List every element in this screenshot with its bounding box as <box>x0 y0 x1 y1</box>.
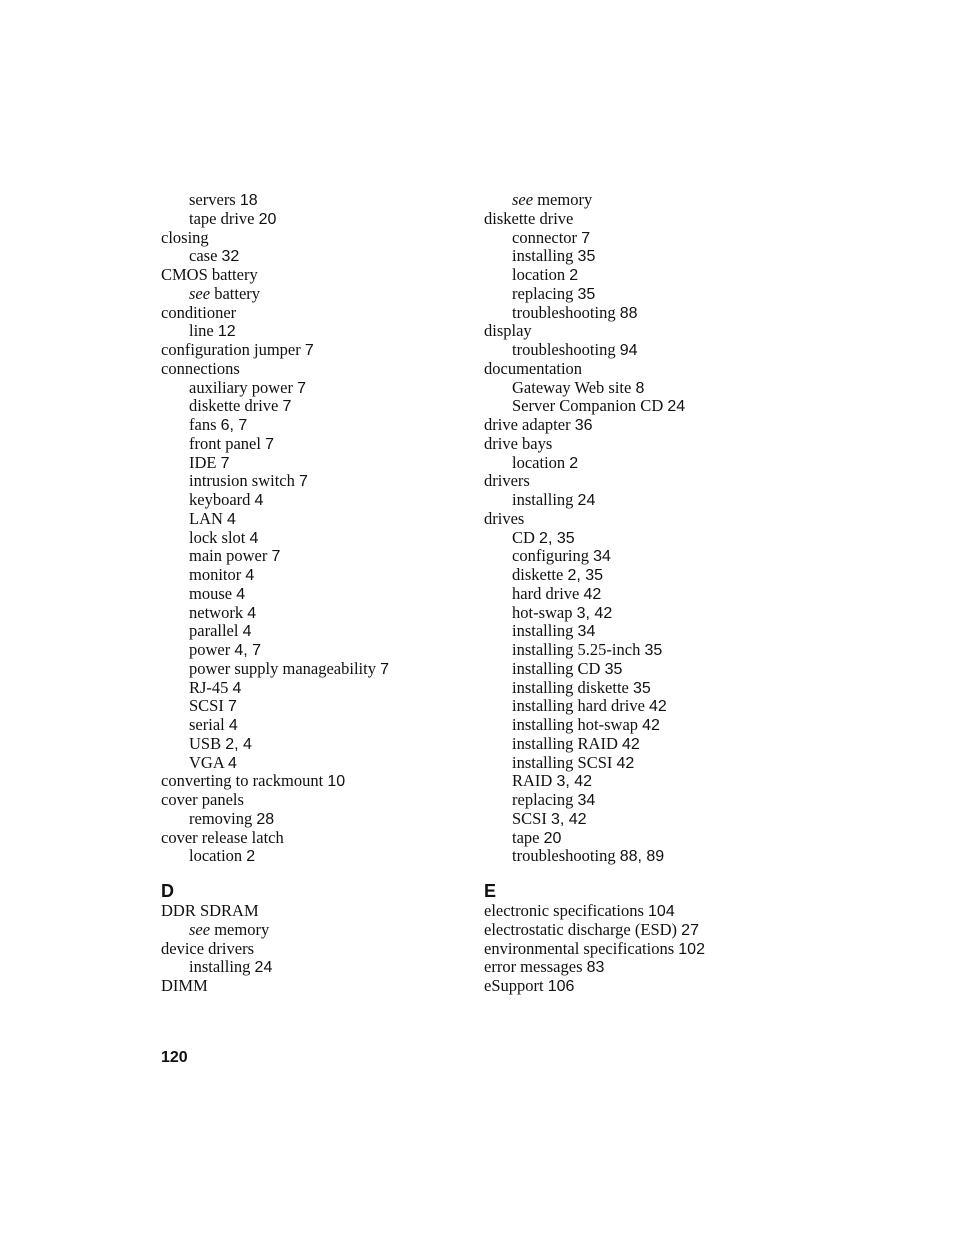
index-subentry <box>161 435 461 454</box>
index-subentry <box>484 585 784 604</box>
index-subentry <box>161 585 461 604</box>
index-term: environmental specifications <box>484 938 675 958</box>
page-reference: 20 <box>543 829 562 847</box>
page-reference: 34 <box>577 623 596 641</box>
index-term: installing CD <box>512 658 601 678</box>
index-entry <box>484 210 784 229</box>
index-term: error messages <box>484 957 583 977</box>
index-term: front panel <box>189 433 261 453</box>
index-subentry <box>161 847 461 866</box>
index-subentry <box>484 679 784 698</box>
page-reference: 34 <box>577 792 596 809</box>
index-subentry <box>161 566 461 585</box>
index-entry <box>484 360 784 379</box>
index-term: device drivers <box>161 938 254 958</box>
index-term: installing <box>512 246 574 266</box>
index-term: connector <box>512 227 578 247</box>
index-term: auxiliary power <box>189 377 294 397</box>
index-term: installing <box>512 621 574 641</box>
index-subentry <box>161 491 461 510</box>
index-term: replacing <box>512 283 574 303</box>
index-subentry <box>484 641 784 660</box>
page-reference: 7 <box>380 660 389 678</box>
index-subentry <box>161 379 461 398</box>
index-term: installing <box>189 957 251 977</box>
index-term: display <box>484 321 532 341</box>
index-term: drivers <box>484 471 530 491</box>
index-term: Gateway Web site <box>512 377 632 397</box>
page-reference: 106 <box>547 978 575 995</box>
index-subentry <box>161 641 461 660</box>
page-reference: 3, 42 <box>550 810 587 828</box>
index-subentry <box>161 210 461 229</box>
index-subentry <box>161 604 461 623</box>
page-reference: 28 <box>256 810 275 828</box>
index-term: documentation <box>484 358 583 378</box>
page-reference: 35 <box>577 248 596 266</box>
page-reference: 24 <box>667 398 686 416</box>
index-term: installing <box>512 490 574 509</box>
index-term: mouse <box>189 583 233 603</box>
page-reference: 42 <box>642 717 660 734</box>
page-reference: 7 <box>265 435 274 453</box>
index-term: DDR SDRAM <box>161 901 259 920</box>
index-term: location <box>189 846 243 866</box>
index-term: location <box>512 265 566 284</box>
index-term: lock slot <box>189 527 246 547</box>
page-reference: 42 <box>649 698 667 716</box>
index-subentry <box>161 285 461 304</box>
page-reference: 7 <box>282 398 292 416</box>
index-term: Server Companion CD <box>512 396 664 416</box>
section-d-entries <box>161 902 461 996</box>
index-subentry <box>161 810 461 829</box>
index-term: memory <box>537 190 593 209</box>
page-reference: 18 <box>239 192 258 209</box>
index-subentry <box>161 958 461 977</box>
page-reference: 32 <box>221 248 240 266</box>
page-reference: 2 <box>246 848 256 866</box>
page-reference: 8 <box>635 379 645 397</box>
index-subentry <box>484 379 784 398</box>
index-subentry <box>484 266 784 285</box>
index-term: main power <box>189 546 268 566</box>
index-entry <box>484 472 784 491</box>
see-reference: see <box>189 919 211 939</box>
page-reference: 3, 42 <box>556 773 593 791</box>
index-term: case <box>189 246 218 266</box>
page-reference: 2 <box>569 267 579 284</box>
index-subentry <box>484 697 784 716</box>
index-term: location <box>512 452 566 472</box>
index-term: drive adapter <box>484 415 571 434</box>
index-term: replacing <box>512 790 574 809</box>
index-term: intrusion switch <box>189 471 295 491</box>
index-subentry <box>484 754 784 773</box>
page-reference: 42 <box>616 754 635 772</box>
index-subentry <box>484 229 784 248</box>
index-term: configuring <box>512 546 589 566</box>
page-reference: 4 <box>242 623 252 641</box>
index-term: SCSI <box>189 696 224 716</box>
page-reference: 35 <box>633 679 651 697</box>
index-entry <box>161 829 461 848</box>
index-subentry <box>161 622 461 641</box>
index-term: closing <box>161 227 209 247</box>
index-term: drives <box>484 508 525 528</box>
index-subentry <box>484 847 784 866</box>
index-term: power <box>189 640 231 659</box>
index-subentry <box>161 247 461 266</box>
see-reference: see <box>189 283 211 303</box>
page-reference: 35 <box>644 642 663 659</box>
index-entry <box>484 958 804 977</box>
index-term: monitor <box>189 565 242 584</box>
page-reference: 2, 35 <box>567 567 604 584</box>
page-reference: 4 <box>254 492 264 509</box>
index-term: CD <box>512 527 535 547</box>
index-term: electrostatic discharge (ESD) <box>484 919 678 939</box>
page-reference: 4 <box>245 567 255 584</box>
index-term: CMOS battery <box>161 265 258 284</box>
page-reference: 7 <box>304 342 314 359</box>
index-term: IDE <box>189 452 217 472</box>
page-reference: 7 <box>227 698 237 716</box>
page-reference: 7 <box>581 229 591 247</box>
index-term: connections <box>161 358 240 378</box>
page-reference: 4 <box>247 604 257 622</box>
index-subentry <box>161 191 461 210</box>
index-entry <box>161 360 461 379</box>
index-term: power supply manageability <box>189 658 376 678</box>
page-reference: 24 <box>254 959 273 977</box>
index-subentry <box>161 547 461 566</box>
index-entry <box>161 229 461 248</box>
index-term: installing 5.25-inch <box>512 640 641 659</box>
index-subentry <box>484 547 784 566</box>
page-reference: 24 <box>577 492 596 509</box>
index-entry <box>484 510 784 529</box>
page-reference: 2, 35 <box>539 529 575 547</box>
see-reference: see <box>512 190 534 209</box>
index-subentry <box>484 341 784 360</box>
index-term: installing hot-swap <box>512 715 639 734</box>
index-term: servers <box>189 190 236 209</box>
page-reference: 35 <box>604 660 623 678</box>
page-reference: 88 <box>619 304 638 322</box>
index-term: VGA <box>189 752 224 772</box>
page-reference: 42 <box>583 585 602 603</box>
index-term: line <box>189 321 214 341</box>
index-entry <box>161 977 461 996</box>
index-entry <box>161 791 461 810</box>
index-entry <box>161 341 461 360</box>
page-reference: 83 <box>586 959 605 977</box>
index-subentry <box>161 921 461 940</box>
index-entry <box>484 977 804 996</box>
index-entry <box>161 266 461 285</box>
index-subentry <box>484 191 784 210</box>
page-reference: 6, 7 <box>220 417 248 434</box>
page-reference: 35 <box>577 285 596 303</box>
index-term: drive bays <box>484 433 553 453</box>
index-term: troubleshooting <box>512 340 616 359</box>
page-reference: 104 <box>648 903 675 920</box>
index-term: network <box>189 602 244 622</box>
page-reference: 27 <box>681 921 699 939</box>
index-subentry <box>484 454 784 473</box>
index-entry <box>161 304 461 323</box>
page-reference: 7 <box>297 379 307 397</box>
page-reference: 4 <box>232 679 242 697</box>
index-subentry <box>484 622 784 641</box>
index-subentry <box>161 472 461 491</box>
index-subentry <box>484 735 784 754</box>
page-reference: 12 <box>217 323 236 341</box>
index-term: hard drive <box>512 583 580 603</box>
index-term: keyboard <box>189 490 251 509</box>
index-column-left <box>161 191 461 866</box>
index-subentry <box>484 566 784 585</box>
page-reference: 4 <box>249 529 259 547</box>
index-entry <box>161 772 461 791</box>
page-reference: 20 <box>258 210 277 228</box>
page-reference: 102 <box>678 940 705 958</box>
page-reference: 4 <box>228 717 238 734</box>
index-term: memory <box>214 919 270 939</box>
index-subentry <box>161 510 461 529</box>
index-subentry <box>484 810 784 829</box>
index-term: tape drive <box>189 208 255 228</box>
index-term: hot-swap <box>512 602 573 622</box>
page-reference: 3, 42 <box>576 604 613 622</box>
index-term: installing RAID <box>512 733 618 753</box>
index-subentry <box>161 716 461 735</box>
page-reference: 2 <box>569 454 579 472</box>
index-subentry <box>484 604 784 623</box>
index-term: tape <box>512 827 540 847</box>
index-term: troubleshooting <box>512 302 616 322</box>
section-heading-d: D <box>161 881 174 901</box>
index-subentry <box>161 416 461 435</box>
index-term: diskette drive <box>189 396 279 416</box>
index-term: installing diskette <box>512 677 629 697</box>
index-term: cover panels <box>161 790 244 809</box>
index-subentry <box>484 285 784 304</box>
page-reference: 94 <box>619 342 638 359</box>
index-term: conditioner <box>161 302 237 322</box>
index-subentry <box>161 660 461 679</box>
index-term: installing SCSI <box>512 752 613 772</box>
page-reference: 7 <box>299 473 308 491</box>
index-term: battery <box>214 283 261 303</box>
index-term: RJ-45 <box>189 677 229 697</box>
index-subentry <box>161 754 461 773</box>
index-entry <box>484 921 804 940</box>
index-term: installing hard drive <box>512 696 645 716</box>
index-entry <box>161 902 461 921</box>
index-subentry <box>484 491 784 510</box>
page-reference: 88, 89 <box>619 848 665 866</box>
page-reference: 4, 7 <box>234 642 262 659</box>
index-subentry <box>484 529 784 548</box>
page-reference: 42 <box>622 735 640 753</box>
index-subentry <box>484 716 784 735</box>
page-reference: 2, 4 <box>225 735 252 753</box>
index-entry <box>484 322 784 341</box>
index-subentry <box>484 247 784 266</box>
index-entry <box>484 416 784 435</box>
page-reference: 36 <box>574 417 593 434</box>
index-subentry <box>161 397 461 416</box>
page-reference: 10 <box>327 773 346 791</box>
index-entry <box>484 940 804 959</box>
index-term: serial <box>189 715 225 734</box>
section-e-entries <box>484 902 804 996</box>
index-term: RAID <box>512 771 553 791</box>
index-subentry <box>484 829 784 848</box>
index-subentry <box>161 697 461 716</box>
page-reference: 4 <box>227 510 236 528</box>
index-entry <box>484 902 804 921</box>
page-reference: 7 <box>271 548 281 566</box>
index-term: diskette drive <box>484 208 574 228</box>
index-term: converting to rackmount <box>161 771 324 791</box>
index-term: electronic specifications <box>484 901 644 920</box>
index-subentry <box>161 454 461 473</box>
index-subentry <box>484 791 784 810</box>
section-heading-e: E <box>484 881 497 901</box>
index-term: fans <box>189 415 217 434</box>
index-term: parallel <box>189 621 239 641</box>
index-entry <box>484 435 784 454</box>
index-term: DIMM <box>161 976 208 995</box>
index-subentry <box>484 660 784 679</box>
index-term: USB <box>189 733 222 753</box>
index-subentry <box>484 304 784 323</box>
index-term: LAN <box>189 508 223 528</box>
index-entry <box>161 940 461 959</box>
index-term: removing <box>189 808 253 828</box>
index-term: eSupport <box>484 976 544 995</box>
index-subentry <box>484 772 784 791</box>
index-term: cover release latch <box>161 827 284 847</box>
index-term: SCSI <box>512 808 547 828</box>
page-reference: 34 <box>593 548 611 566</box>
index-subentry <box>161 322 461 341</box>
page-number: 120 <box>161 1049 188 1066</box>
index-term: configuration jumper <box>161 340 301 359</box>
index-subentry <box>161 679 461 698</box>
page-reference: 7 <box>220 454 230 472</box>
page-reference: 4 <box>227 754 237 772</box>
index-term: diskette <box>512 565 564 584</box>
index-column-right <box>484 191 784 866</box>
index-term: troubleshooting <box>512 846 616 866</box>
index-subentry <box>161 529 461 548</box>
index-subentry <box>161 735 461 754</box>
index-subentry <box>484 397 784 416</box>
page-reference: 4 <box>236 585 246 603</box>
